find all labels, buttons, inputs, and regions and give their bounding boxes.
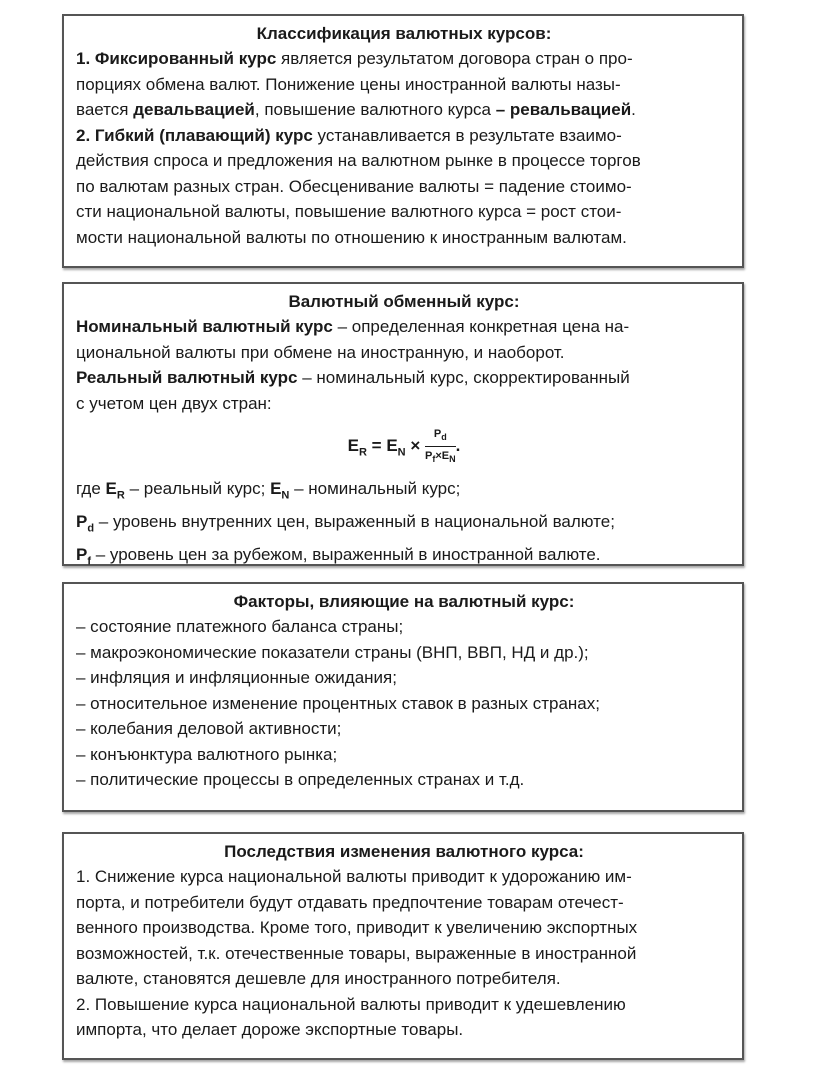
factor-item: – макроэкономические показатели страны (ВНП, ВВП, НД и др.); — [76, 642, 589, 662]
consequence-line: порта, и потребители будут отдавать предпочтение товарам отечест- — [76, 892, 624, 912]
nominal-rate-line-2: циональной валюты при обмене на иностранную, и наоборот. — [76, 342, 565, 362]
consequence-line: 2. Повышение курса национальной валюты приводит к удешевлению — [76, 994, 626, 1014]
text: – уровень цен за рубежом, выраженный в иностранной валюте. — [91, 544, 601, 564]
legend-line-3 — [76, 542, 732, 575]
flexible-rate-line-2: действия спроса и предложения на валютном рынке в процессе торгов — [76, 151, 641, 170]
dash: – — [495, 100, 506, 119]
text: f — [432, 454, 436, 465]
factors-title: Факторы, влияющие на валютный курс: — [233, 592, 575, 611]
factor-item: – относительное изменение процентных ставок в разных странах; — [76, 693, 600, 713]
formula-tail: . — [455, 436, 461, 455]
factor-item: – конъюнктура валютного рынка; — [76, 744, 338, 764]
consequence-line: валюте, становятся дешевле для иностранного потребителя. — [76, 969, 561, 988]
formula-fraction — [425, 427, 456, 466]
formula-eq: = E — [366, 436, 398, 455]
consequence-line: возможностей, т.к. отечественные товары, выраженные в иностранной — [76, 943, 637, 963]
fixed-rate-line-2: порциях обмена валют. Понижение цены иностранной валюты назы- — [76, 74, 621, 94]
factor-item: – политические процессы в определенных странах и т.д. — [76, 770, 525, 789]
fixed-rate-line-3 — [76, 97, 732, 123]
symbol: E — [270, 479, 282, 498]
text: – уровень внутренних цен, выраженный в национальной валюте; — [94, 511, 615, 531]
factors-box — [62, 582, 744, 812]
exchange-rate-title: Валютный обменный курс: — [288, 292, 520, 311]
fixed-rate-term: 1. Фиксированный курс — [76, 49, 277, 68]
text: – реальный курс; — [124, 479, 271, 498]
symbol: P — [76, 544, 88, 564]
fraction-denominator — [425, 447, 456, 466]
factor-item: – инфляция и инфляционные ожидания; — [76, 668, 397, 687]
classification-box — [62, 14, 744, 268]
symbol-sub: f — [87, 555, 92, 568]
symbol: P — [76, 511, 88, 531]
flexible-rate-line-3: по валютам разных стран. Обесценивание валюты = падение стоимо- — [76, 176, 632, 196]
text: – определенная конкретная цена на- — [332, 317, 630, 336]
real-rate-line-1 — [76, 365, 732, 391]
real-rate-formula — [76, 416, 732, 476]
formula-times: × — [405, 436, 425, 455]
consequences-title: Последствия изменения валютного курса: — [224, 842, 584, 861]
nominal-rate-term: Номинальный валютный курс — [76, 317, 333, 336]
formula-lhs-sub: R — [359, 446, 367, 459]
consequence-line: импорта, что делает дороже экспортные товары. — [76, 1020, 464, 1039]
classification-title: Классификация валютных курсов: — [256, 24, 552, 43]
text: N — [449, 454, 456, 465]
flexible-rate-line-5: мости национальной валюты по отношению к иностранным валютам. — [76, 227, 627, 247]
consequence-line: 1. Снижение курса национальной валюты приводит к удорожанию им- — [76, 867, 632, 886]
nominal-rate-line-1 — [76, 314, 732, 340]
legend-line-2 — [76, 509, 732, 542]
text: P — [433, 427, 442, 440]
formula-lhs: E — [347, 436, 359, 455]
text: где — [76, 479, 106, 498]
symbol-sub: R — [116, 489, 125, 502]
symbol-sub: N — [281, 489, 290, 502]
text: P — [425, 450, 433, 463]
text: – номинальный курс, скорректированный — [297, 368, 630, 387]
text: ×E — [435, 450, 450, 463]
text: вается — [76, 100, 134, 119]
fixed-rate-line-1 — [76, 46, 732, 72]
flexible-rate-term: 2. Гибкий (плавающий) курс — [76, 125, 313, 145]
devaluation-term: девальвацией — [133, 100, 255, 119]
consequences-box — [62, 832, 744, 1060]
flexible-rate-line-1 — [76, 123, 732, 149]
text: устанавливается в результате взаимо- — [312, 125, 622, 145]
real-rate-line-2: с учетом цен двух стран: — [76, 393, 272, 413]
formula-eq-sub: N — [397, 446, 406, 459]
symbol: E — [105, 479, 117, 498]
text: . — [631, 100, 636, 119]
factor-item: – состояние платежного баланса страны; — [76, 617, 404, 636]
consequence-line: венного производства. Кроме того, приводит к увеличению экспортных — [76, 918, 638, 937]
text: , повышение валютного курса — [254, 100, 496, 119]
text: является результатом договора стран о про- — [276, 49, 633, 68]
real-rate-term: Реальный валютный курс — [76, 368, 298, 387]
legend-line-1 — [76, 476, 732, 509]
fraction-numerator — [425, 427, 456, 447]
text: d — [441, 432, 447, 443]
exchange-rate-box — [62, 282, 744, 566]
text: – номинальный курс; — [289, 479, 461, 498]
revaluation-term: ревальвацией — [505, 100, 632, 119]
symbol-sub: d — [87, 522, 95, 535]
flexible-rate-line-4: сти национальной валюты, повышение валютного курса = рост стои- — [76, 202, 622, 221]
factor-item: – колебания деловой активности; — [76, 719, 342, 738]
